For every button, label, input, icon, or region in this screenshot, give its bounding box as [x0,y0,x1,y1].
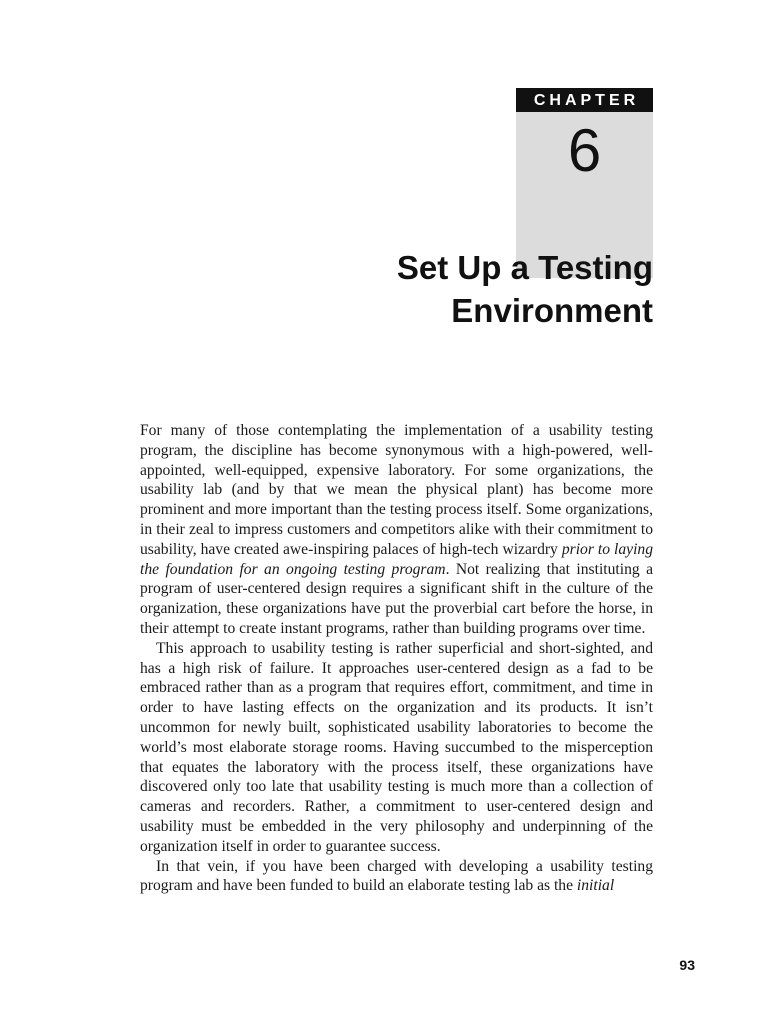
paragraph-1 [140,421,653,639]
page-number: 93 [679,957,695,973]
paragraph-3-text: In that vein, if you have been charged with developing a usability testing program and have been funded to build an elaborate testing lab as the [140,857,653,895]
paragraph-2 [140,639,653,857]
body-text [140,421,653,896]
chapter-number: 6 [567,117,602,184]
paragraph-1-text-end: . Not realizing that instituting a program of user-centered design requires a significant shift in the culture of the organization, these organizations have put the proverbial cart before the horse, in their attempt to create instant programs, rather than building programs over time. [140,560,653,637]
chapter-label: CHAPTER [516,88,653,112]
chapter-title-line-2: Environment [451,292,653,329]
paragraph-1-text: For many of those contemplating the implementation of a usability testing program, the discipline has become synonymous with a high-powered, well-appointed, well-equipped, expensive laboratory. For some organizations, the usability lab (and by that we mean the physical plant) has become more prominent and more important than the testing process itself. Some organizations, in their zeal to impress customers and competitors alike with their commitment to usability, have created awe-inspiring palaces of high-tech wizardry [140,422,653,558]
chapter-title-line-1: Set Up a Testing [396,249,653,286]
paragraph-3-emphasis: initial [576,877,615,895]
chapter-title [233,246,653,332]
paragraph-3 [140,857,653,897]
paragraph-2-text: This approach to usability testing is rather superficial and short-sighted, and has a high risk of failure. It approaches user-centered design as a fad to be embraced rather than as a program that requires effort, commitment, and time in order to have lasting effects on the organization and its products. It isn’t uncommon for newly built, sophisticated usability laboratories to become the world’s most elaborate storage rooms. Having succumbed to the misperception that equates the laboratory with the process itself, these organizations have discovered only too late that usability testing is much more than a collection of cameras and recorders. Rather, a commitment to user-centered design and usability must be embedded in the very philosophy and underpinning of the organization itself in order to guarantee success. [140,639,653,855]
paragraph-1-emphasis: prior to laying the foundation for an ongoing testing program [140,540,654,578]
